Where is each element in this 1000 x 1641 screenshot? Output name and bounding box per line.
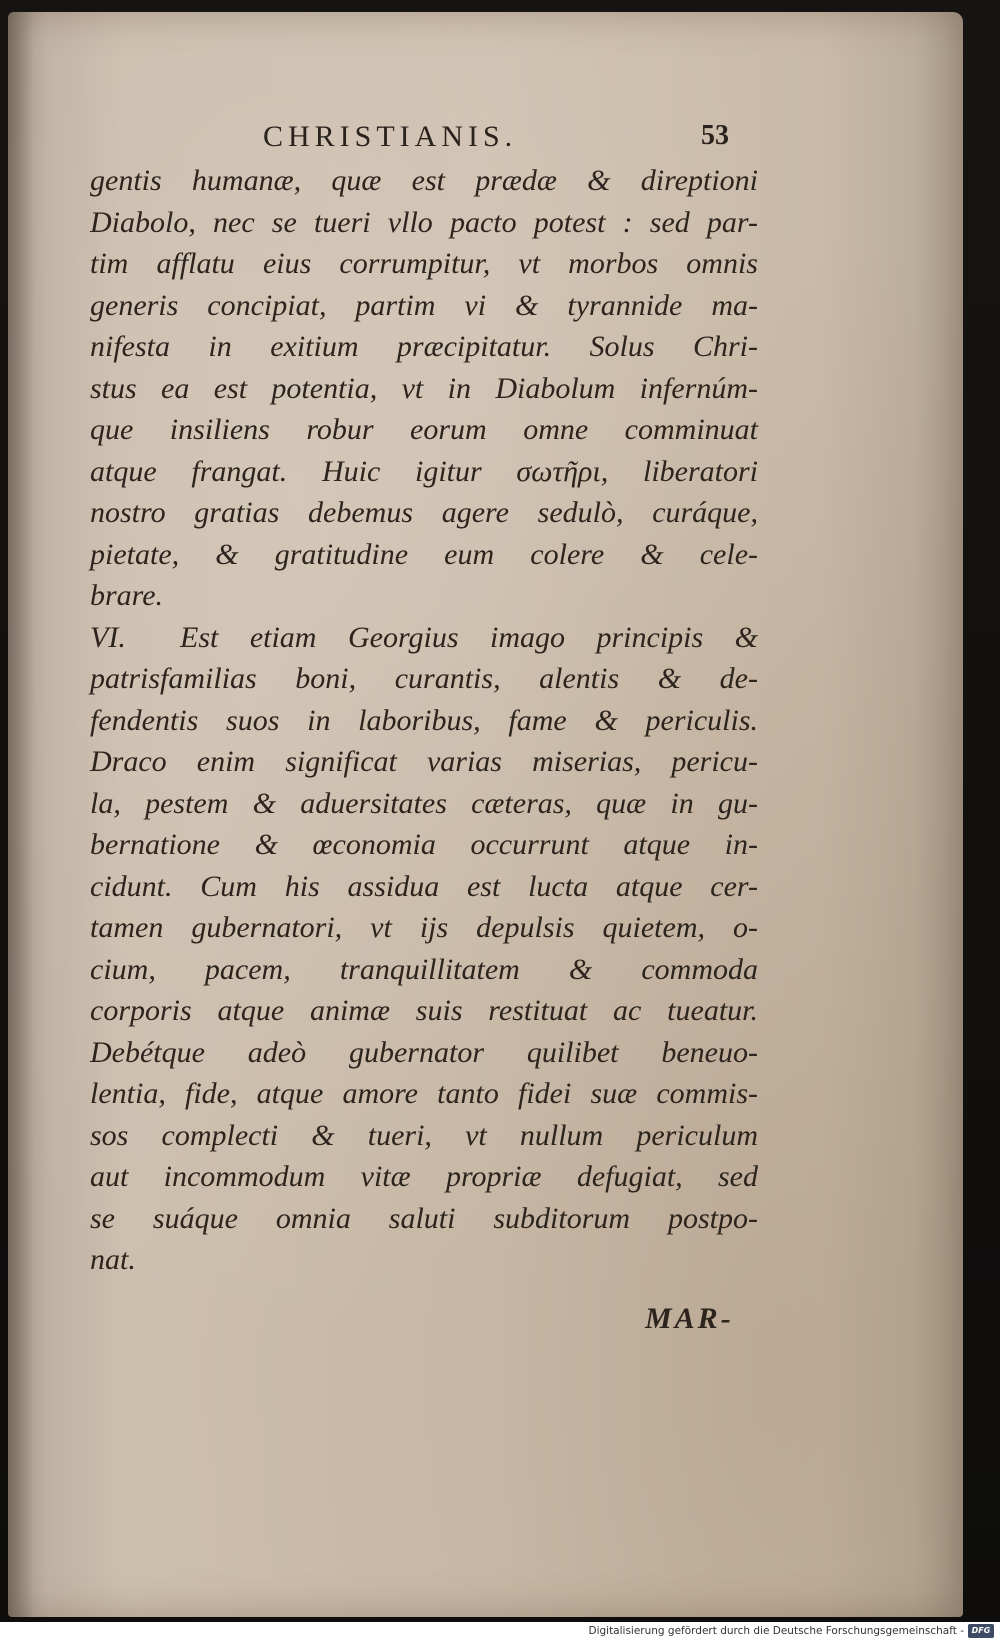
text-line: bernatione & œconomia occurrunt atque in-: [90, 828, 758, 861]
text-line: atque frangat. Huic igitur σωτῆρι, liberatori: [90, 454, 758, 488]
text-line: aut incommodum vitæ propriæ defugiat, sed: [90, 1160, 758, 1193]
text-line: la, pestem & aduersitates cæteras, quæ in gu-: [90, 786, 758, 820]
book-page: [8, 12, 963, 1617]
text-line: fendentis suos in laboribus, fame & periculis.: [90, 703, 758, 737]
text-line: corporis atque animæ suis restituat ac tueatur.: [90, 994, 758, 1027]
text-line: sos complecti & tueri, vt nullum periculum: [90, 1118, 758, 1152]
text-line-content: Est etiam Georgius imago principis &: [180, 620, 758, 654]
footer-bar: [0, 1622, 1000, 1641]
text-line: nat.: [90, 1243, 136, 1276]
text-line: cium, pacem, tranquillitatem & commoda: [90, 952, 758, 986]
text-line: nifesta in exitium præcipitatur. Solus Chri-: [90, 330, 758, 363]
catchword: MAR-: [645, 1302, 734, 1335]
text-line: se suáque omnia saluti subditorum postpo-: [90, 1201, 758, 1235]
text-line: pietate, & gratitudine eum colere & cele-: [90, 537, 758, 571]
text-line: stus ea est potentia, vt in Diabolum infernúm-: [90, 371, 758, 405]
paragraph-start-line: [90, 617, 758, 659]
text-line: generis concipiat, partim vi & tyrannide ma-: [90, 288, 758, 322]
text-line: Diabolo, nec se tueri vllo pacto potest : sed par-: [90, 205, 758, 239]
text-line: tim afflatu eius corrumpitur, vt morbos omnis: [90, 247, 758, 280]
body-text: [90, 160, 758, 1281]
text-line: nostro gratias debemus agere sedulò, curáque,: [90, 496, 758, 529]
page-number: 53: [701, 120, 729, 151]
funding-notice: Digitalisierung gefördert durch die Deutsche Forschungsgemeinschaft -: [588, 1625, 964, 1637]
text-line: Debétque adeò gubernator quilibet beneuo-: [90, 1035, 758, 1069]
paragraph-numeral: VI.: [90, 620, 126, 654]
running-head: CHRISTIANIS.: [263, 120, 518, 153]
text-line: cidunt. Cum his assidua est lucta atque cer-: [90, 869, 758, 903]
text-line: gentis humanæ, quæ est prædæ & direptioni: [90, 164, 758, 197]
text-line: lentia, fide, atque amore tanto fidei suæ commis-: [90, 1077, 758, 1110]
text-line: Draco enim significat varias miserias, pericu-: [90, 745, 758, 778]
text-line: brare.: [90, 579, 164, 612]
text-line: tamen gubernatori, vt ijs depulsis quietem, o-: [90, 911, 758, 944]
text-line: que insiliens robur eorum omne comminuat: [90, 413, 758, 446]
text-line: patrisfamilias boni, curantis, alentis & de-: [90, 662, 758, 695]
dfg-logo-icon: DFG: [968, 1624, 994, 1638]
